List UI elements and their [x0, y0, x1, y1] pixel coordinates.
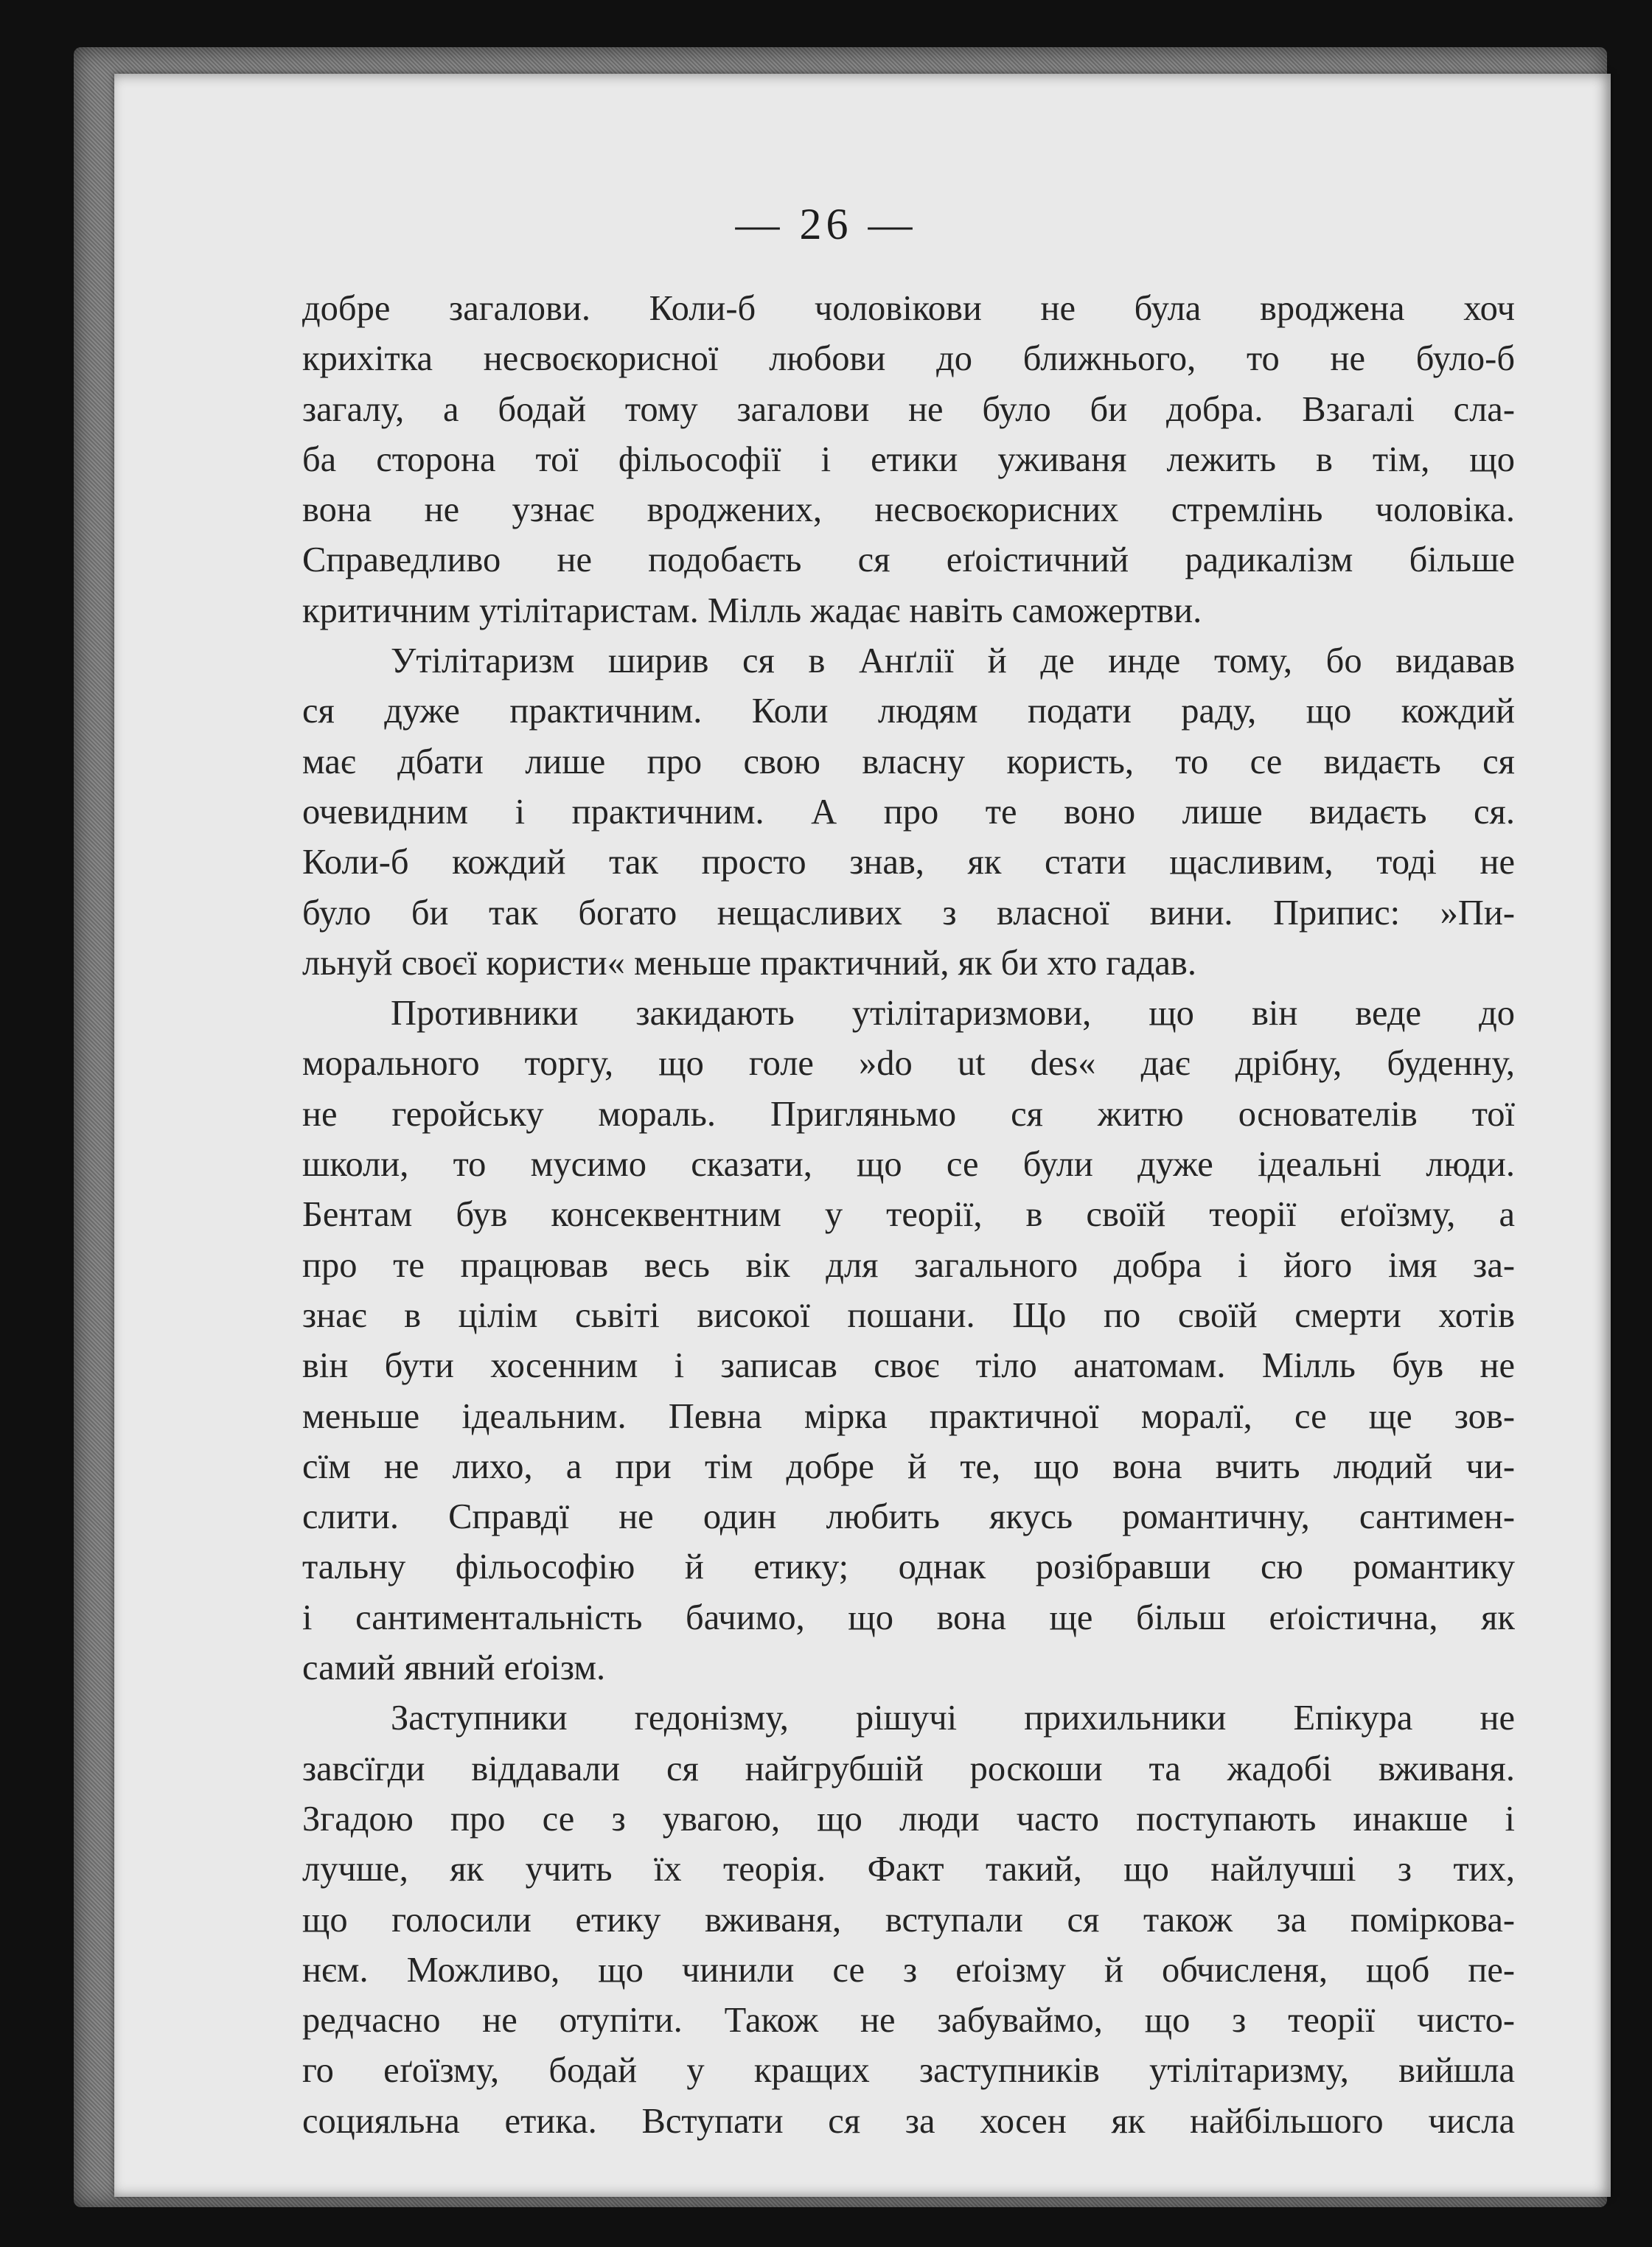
text-line: Заступники гедонізму, рішучі прихильники Епікура не: [391, 1699, 1515, 1738]
text-line: він бути хосенним і записав своє тіло анатомам. Мілль був не: [302, 1346, 1515, 1386]
text-line: Справедливо не подобаєть ся еґоістичний радикалізм більше: [302, 540, 1515, 580]
text-line: Противники закидають утілітаризмови, що він веде до: [391, 994, 1515, 1034]
text-line: го еґоїзму, бодай у кращих заступників утілітаризму, вийшла: [302, 2051, 1515, 2091]
text-line: Згадою про се з увагою, що люди часто поступають инакше і: [302, 1799, 1515, 1839]
text-line: не геройську мораль. Пригляньмо ся житю основателів тої: [302, 1094, 1515, 1134]
text-line: знає в цілім сьвіті високої пошани. Що по своїй смерти хотів: [302, 1295, 1515, 1335]
text-line: Коли-б кождий так просто знав, як стати щасливим, тоді не: [302, 843, 1515, 882]
page-number: — 26 —: [735, 200, 917, 248]
text-line: має дбати лише про свою власну користь, то се видаєть ся: [302, 742, 1515, 781]
text-line: лучше, як учить їх теорія. Факт такий, що найлучші з тих,: [302, 1850, 1515, 1889]
text-line: льнуй своєї користи« меньше практичний, як би хто гадав.: [302, 943, 1196, 983]
page-text-body: [302, 284, 1515, 2147]
text-line: було би так богато нещасливих з власної вини. Припис: »Пи-: [302, 893, 1515, 933]
text-line: ся дуже практичним. Коли людям подати раду, що кождий: [302, 691, 1515, 731]
text-line: нєм. Можливо, що чинили се з еґоізму й обчисленя, щоб пе-: [302, 1950, 1515, 1990]
text-line: меньше ідеальним. Певна мірка практичної моралї, се ще зов-: [302, 1396, 1515, 1436]
text-line: Бентам був консеквентним у теорії, в своїй теорії еґоїзму, а: [302, 1195, 1515, 1235]
text-line: школи, то мусимо сказати, що се були дуже ідеальні люди.: [302, 1145, 1515, 1185]
text-line: редчасно не отупіти. Також не забуваймо, що з теорії чисто-: [302, 2001, 1515, 2041]
text-line: завсїгди віддавали ся найгрубшій роскоши та жадобі вживаня.: [302, 1749, 1515, 1788]
text-line: про те працював весь вік для загального добра і його імя за-: [302, 1245, 1515, 1285]
text-line: самий явний еґоізм.: [302, 1648, 606, 1688]
text-line: добре загалови. Коли-б чоловікови не була вроджена хоч: [302, 289, 1515, 328]
text-line: сїм не лихо, а при тім добре й те, що вона вчить людий чи-: [302, 1446, 1515, 1486]
text-line: очевидним і практичним. А про те воно лише видаєть ся.: [302, 792, 1515, 832]
text-line: вона не узнає вроджених, несвоєкорисних стремлінь чоловіка.: [302, 490, 1515, 530]
text-line: крихітка несвоєкорисної любови до ближнього, то не було-б: [302, 339, 1515, 379]
text-line: і сантиментальність бачимо, що вона ще більш еґоістична, як: [302, 1598, 1515, 1637]
text-line: що голосили етику вживаня, вступали ся також за поміркова-: [302, 1900, 1515, 1940]
text-line: ба сторона тої фільософії і етики уживаня лежить в тім, що: [302, 439, 1515, 479]
text-line: Утілітаризм ширив ся в Анґлії й де инде тому, бо видавав: [391, 641, 1515, 681]
text-line: тальну фільософію й етику; однак розібравши сю романтику: [302, 1547, 1515, 1587]
text-line: социяльна етика. Вступати ся за хосен як найбільшого числа: [302, 2101, 1515, 2141]
text-line: слити. Справдї не один любить якусь романтичну, сантимен-: [302, 1497, 1515, 1537]
text-line: морального торгу, що голе »do ut des« дає дрібну, буденну,: [302, 1044, 1515, 1084]
text-line: загалу, а бодай тому загалови не було би добра. Взагалі сла-: [302, 389, 1515, 429]
text-line: критичним утілітаристам. Мілль жадає навіть саможертви.: [302, 591, 1202, 630]
